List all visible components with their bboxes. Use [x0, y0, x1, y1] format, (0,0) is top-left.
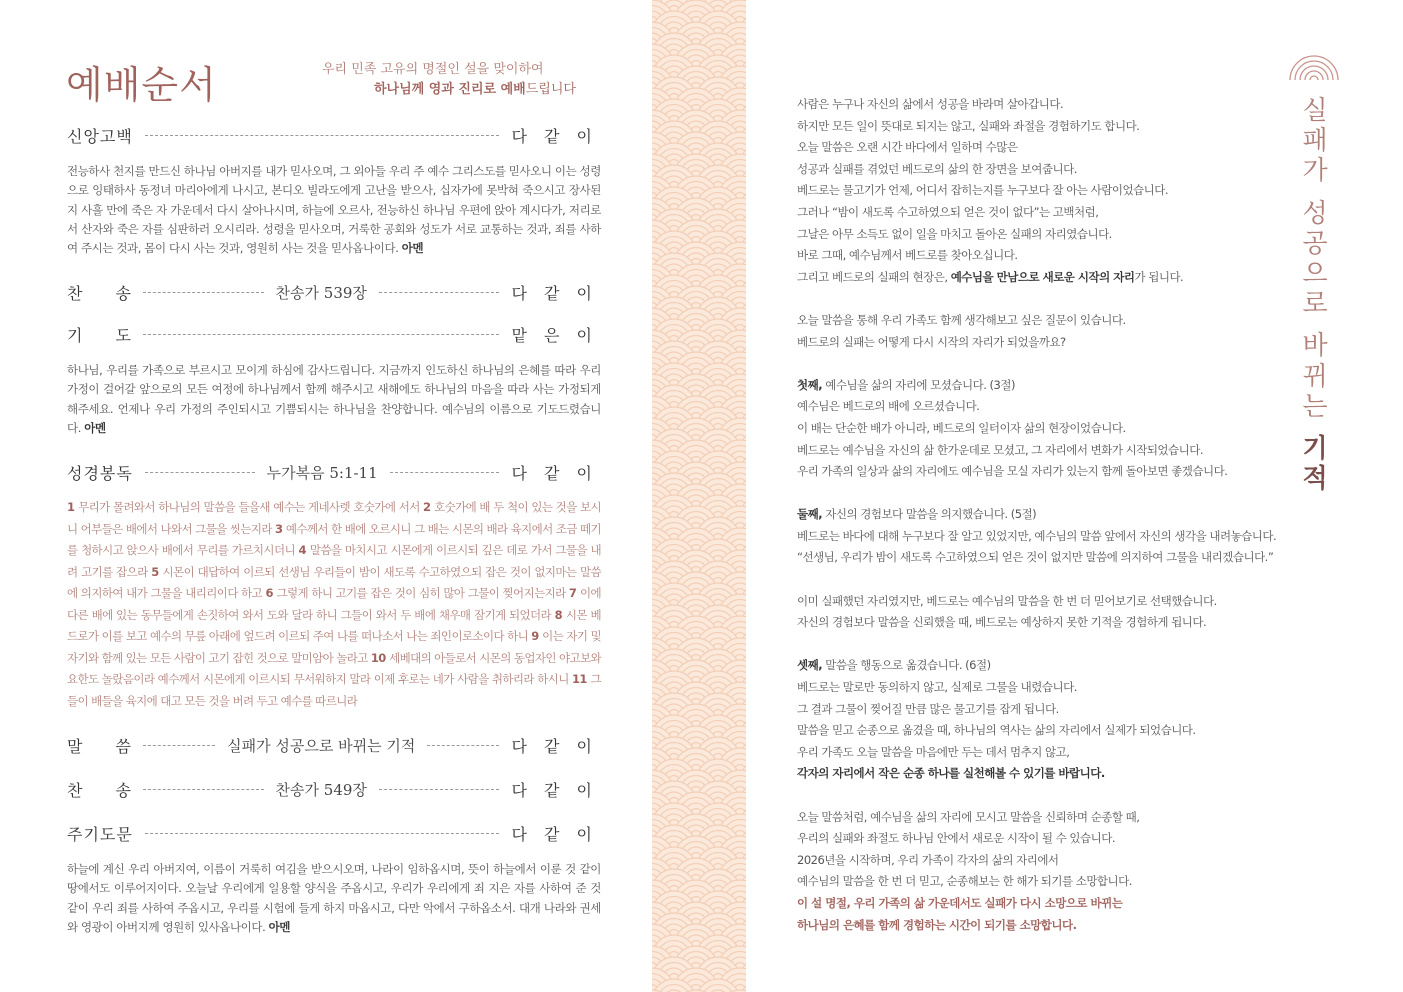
verse-number: 2	[423, 500, 435, 514]
verse-number: 1	[67, 500, 79, 514]
order-label: 찬 송	[67, 780, 131, 800]
order-row-creed	[67, 123, 598, 147]
order-row-lords-prayer	[67, 821, 598, 845]
order-label: 말 씀	[67, 736, 131, 756]
question-paragraph: 오늘 말씀을 통해 우리 가족도 함께 생각해보고 싶은 질문이 있습니다. 베드로의 실패는 어떻게 다시 시작의 자리가 되었을까요?	[797, 312, 1126, 349]
leader-dashes	[143, 789, 264, 790]
order-label: 기 도	[67, 325, 131, 345]
order-row-prayer	[67, 322, 598, 346]
title-char: 패	[1302, 126, 1328, 157]
amen: 아멘	[401, 241, 424, 256]
leader-dashes	[379, 292, 500, 293]
title-char-bold: 적	[1302, 464, 1328, 495]
title-char: 공	[1302, 228, 1328, 259]
order-detail: 찬송가 549장	[275, 780, 367, 799]
title-char: 실	[1302, 96, 1328, 126]
leader-dashes	[143, 745, 215, 746]
leader-dashes	[145, 472, 255, 473]
order-leader: 다 같 이	[511, 736, 599, 756]
subtitle-line2: 하나님께 영과 진리로 예배드립니다	[374, 82, 576, 97]
order-label: 찬 송	[67, 283, 131, 303]
verse-number: 10	[370, 650, 390, 665]
scripture-passage	[67, 497, 601, 712]
verse-text: 이는 자기 및 자기와 함께 있는 모든 사람이 고기 잡힌 것으로 말미암아 놀라고	[67, 629, 601, 665]
verse-text: 무리가 몰려와서 하나님의 말씀을 들을새 예수는 게네사렛 호숫가에 서서	[78, 500, 424, 514]
order-leader: 맡 은 이	[511, 325, 598, 345]
intro-paragraph: 사람은 누구나 자신의 삶에서 성공을 바라며 살아갑니다. 하지만 모든 일이 뜻대로 되지는 않고, 실패와 좌절을 경험하기도 합니다. 오늘 말씀은 오랜 시간 바다에서 일하며 수많은 성공과 실패를 겪었던 베드로의 삶의 한 장면을 보여줍니다. 베드로는 물고기가 언제, 어디서 잡히는지를 누구보다 잘 아는 사람이었습니다. 그러나 “밤이 새도록 수고하였으되 얻은 것이 없다”는 고백처럼, 그날은 아무 소득도 없이 일을 마치고 돌아온 실패의 자리였습니다. 바로 그때, 예수님께서 베드로를 찾아오십니다. 그리고 베드로의 실패의 현장은, 예수님을 만남으로 새로운 시작의 자리가 됩니다.	[797, 97, 1184, 284]
verse-number: 11	[572, 672, 591, 686]
order-label: 신앙고백	[67, 126, 133, 146]
order-row-sermon	[67, 733, 598, 757]
verse-text: 이에 다른 배에 있는 동무들에게 손짓하여 와서 도와 달라 하니 그들이 와서 두 배에 채우매 잠기게 되었더라	[67, 586, 601, 622]
closing-paragraph: 오늘 말씀처럼, 예수님을 삶의 자리에 모시고 말씀을 신뢰하며 순종할 때, 우리의 실패와 좌절도 하나님 안에서 새로운 시작이 될 수 있습니다. 2026년을 시작하며, 우리 가족이 각자의 삶의 자리에서 예수님의 말씀을 한 번 더 믿고, 순종해보는 한 해가 되기를 소망합니다. 이 설 명절, 우리 가족의 삶 가운데서도 실패가 다시 소망으로 바뀌는 하나님의 은혜를 함께 경험하는 시간이 되기를 소망합니다.	[797, 809, 1140, 932]
title-char: 로	[1302, 289, 1328, 320]
creed-text: 전능하사 천지를 만드신 하나님 아버지를 내가 믿사오며, 그 외아들 우리 주 예수 그리스도를 믿사오니 이는 성령으로 잉태하사 동정녀 마리아에게 나시고, 본디오 빌라도에게 고난을 받으사, 십자가에 못박혀 죽으시고 장사된지 사흘 만에 죽은 자 가운데서 다시 살아나시며, 하늘에 오르사, 전능하신 하나님 우편에 앉아 계시다가, 저리로서 산자와 죽은 자를 심판하러 오시리라. 성령을 믿사오며, 거룩한 공회와 성도가 서로 교통하는 것과, 죄를 사하여 주시는 것과, 몸이 다시 사는 것과, 영원히 사는 것을 믿사옵나이다. 아멘	[67, 164, 601, 256]
verse-text: 예수께서 한 배에 오르시니 그 배는 시몬의 배라 육지에서 조금 떼기를 청하시고 앉으사 배에서 무리를 가르치시더니	[67, 521, 601, 557]
title-char: 성	[1302, 198, 1328, 229]
order-detail: 찬송가 539장	[275, 283, 367, 302]
point-second: 둘째, 자신의 경험보다 말씀을 의지했습니다. (5절) 베드로는 바다에 대해 누구보다 잘 알고 있었지만, 예수님의 말씀 앞에서 자신의 생각을 내려놓습니다. “선생님, 우리가 밤이 새도록 수고하였으되 얻은 것이 없지만 말씀에 의지하여 그물을 내리겠습니다.”	[797, 507, 1277, 565]
vertical-sermon-title	[1297, 96, 1333, 494]
leader-dashes	[143, 292, 264, 293]
order-detail: 누가복음 5:1-11	[266, 463, 378, 482]
order-leader: 다 같 이	[511, 283, 598, 303]
verse-text: 말씀을 마치시고 시몬에게 이르시되 깊은 데로 가서 그물을 내려 고기를 잡으라	[67, 543, 601, 579]
verse-number: 8	[554, 607, 566, 622]
order-row-hymn1	[67, 280, 598, 304]
verse-number: 5	[151, 564, 163, 579]
between-paragraph: 이미 실패했던 자리였지만, 베드로는 예수님의 말씀을 한 번 더 믿어보기로 선택했습니다. 자신의 경험보다 말씀을 신뢰했을 때, 베드로는 예상하지 못한 기적을 경험하게 됩니다.	[797, 593, 1217, 630]
wave-pattern	[652, 0, 746, 992]
verse-text: 그렇게 하니 고기를 잡은 것이 심히 많아 그물이 찢어지는지라	[276, 586, 569, 600]
order-label: 주기도문	[67, 824, 133, 844]
leader-dashes	[145, 135, 500, 136]
verse-number: 3	[274, 521, 286, 536]
rainbow-arc-icon	[1288, 55, 1340, 81]
amen: 아멘	[84, 420, 106, 435]
verse-number: 9	[531, 629, 543, 643]
prayer-text: 하나님, 우리를 가족으로 부르시고 모이게 하심에 감사드립니다. 지금까지 인도하신 하나님의 은혜를 따라 우리 가정이 걸어갈 앞으로의 모든 여정에 하나님께서 함께 해주시고 새해에도 하나님의 마음을 따라 사는 가정되게 해주세요. 언제나 우리 가정의 주인되시고 기쁨되시는 하나님을 찬양합니다. 예수님의 이름으로 기도드렸습니다. 아멘	[67, 363, 601, 435]
order-row-reading	[67, 460, 598, 484]
page-title: 예배순서	[66, 63, 217, 107]
wave-pattern-svg	[652, 0, 746, 992]
leader-dashes	[143, 334, 499, 335]
title-char: 는	[1302, 391, 1328, 422]
leader-dashes	[379, 789, 500, 790]
leader-dashes	[145, 833, 500, 834]
verse-number: 7	[568, 586, 580, 600]
verse-text: 시몬이 대답하여 이르되 선생님 우리들이 밤이 새도록 수고하였으되 잡은 것이 없지마는 말씀에 의지하여 내가 그물을 내리리이다 하고	[67, 564, 601, 600]
verse-text: 시몬 베드로가 이를 보고 예수의 무릎 아래에 엎드려 이르되 주여 나를 떠나소서 나는 죄인이로소이다 하니	[67, 607, 601, 643]
verse-text: 세베대의 아들로서 시몬의 동업자인 야고보와 요한도 놀랐음이라 예수께서 시몬에게 이르시되 무서워하지 말라 이제 후로는 네가 사람을 취하리라 하시니	[67, 650, 601, 686]
order-leader: 다 같 이	[511, 780, 598, 800]
lords-prayer-text: 하늘에 계신 우리 아버지여, 이름이 거룩히 여김을 받으시오며, 나라이 임하옵시며, 뜻이 하늘에서 이룬 것 같이 땅에서도 이루어지이다. 오늘날 우리에게 일용할 양식을 주옵시고, 우리가 우리에게 죄 지은 자를 사하여 준 것 같이 우리 죄를 사하여 주옵시고, 우리를 시험에 들게 하지 마옵시고, 다만 악에서 구하옵소서. 대개 나라와 권세와 영광이 아버지께 영원히 있사옵나이다. 아멘	[67, 862, 601, 934]
title-char: 가	[1302, 156, 1328, 187]
title-char: 뀌	[1302, 361, 1328, 392]
leader-dashes	[427, 745, 499, 746]
title-char: 으	[1302, 259, 1328, 290]
order-detail: 실패가 성공으로 바뀌는 기적	[227, 736, 416, 755]
order-leader: 다 같 이	[511, 126, 598, 146]
worship-order-page	[0, 0, 650, 992]
page-subtitle	[322, 60, 582, 100]
order-row-hymn2	[67, 777, 598, 801]
subtitle-line1: 우리 민족 고유의 명절인 설을 맞이하여	[322, 62, 544, 77]
point-third: 셋째, 말씀을 행동으로 옮겼습니다. (6절) 베드로는 말로만 동의하지 않고, 실제로 그물을 내렸습니다. 그 결과 그물이 찢어질 만큼 많은 물고기를 잡게 됩니다. 말씀을 믿고 순종으로 옮겼을 때, 하나님의 역사는 삶의 자리에서 실제가 되었습니다. 우리 가족도 오늘 말씀을 마음에만 두는 데서 멈추지 않고, 각자의 자리에서 작은 순종 하나를 실천해볼 수 있기를 바랍니다.	[797, 658, 1196, 781]
verse-text: 그들이 배들을 육지에 대고 모든 것을 버려 두고 예수를 따르니라	[67, 672, 601, 708]
verse-number: 6	[265, 586, 277, 600]
amen: 아멘	[268, 919, 291, 934]
order-leader: 다 같 이	[511, 463, 598, 483]
order-label: 성경봉독	[67, 463, 133, 483]
point-first: 첫째, 예수님을 삶의 자리에 모셨습니다. (3절) 예수님은 베드로의 배에 오르셨습니다. 이 배는 단순한 배가 아니라, 베드로의 일터이자 삶의 현장이었습니다. 베드로는 예수님을 자신의 삶 한가운데로 모셨고, 그 자리에서 변화가 시작되었습니다. 우리 가족의 일상과 삶의 자리에도 예수님을 모실 자리가 있는지 함께 돌아보면 좋겠습니다.	[797, 377, 1228, 479]
title-char: 바	[1302, 331, 1328, 362]
verse-text: 호숫가에 배 두 척이 있는 것을 보시니 어부들은 배에서 나와서 그물을 씻는지라	[67, 500, 601, 536]
verse-number: 4	[298, 543, 310, 557]
leader-dashes	[390, 472, 500, 473]
sermon-body	[797, 94, 1307, 958]
order-leader: 다 같 이	[511, 824, 598, 844]
title-char-bold: 기	[1302, 434, 1328, 465]
